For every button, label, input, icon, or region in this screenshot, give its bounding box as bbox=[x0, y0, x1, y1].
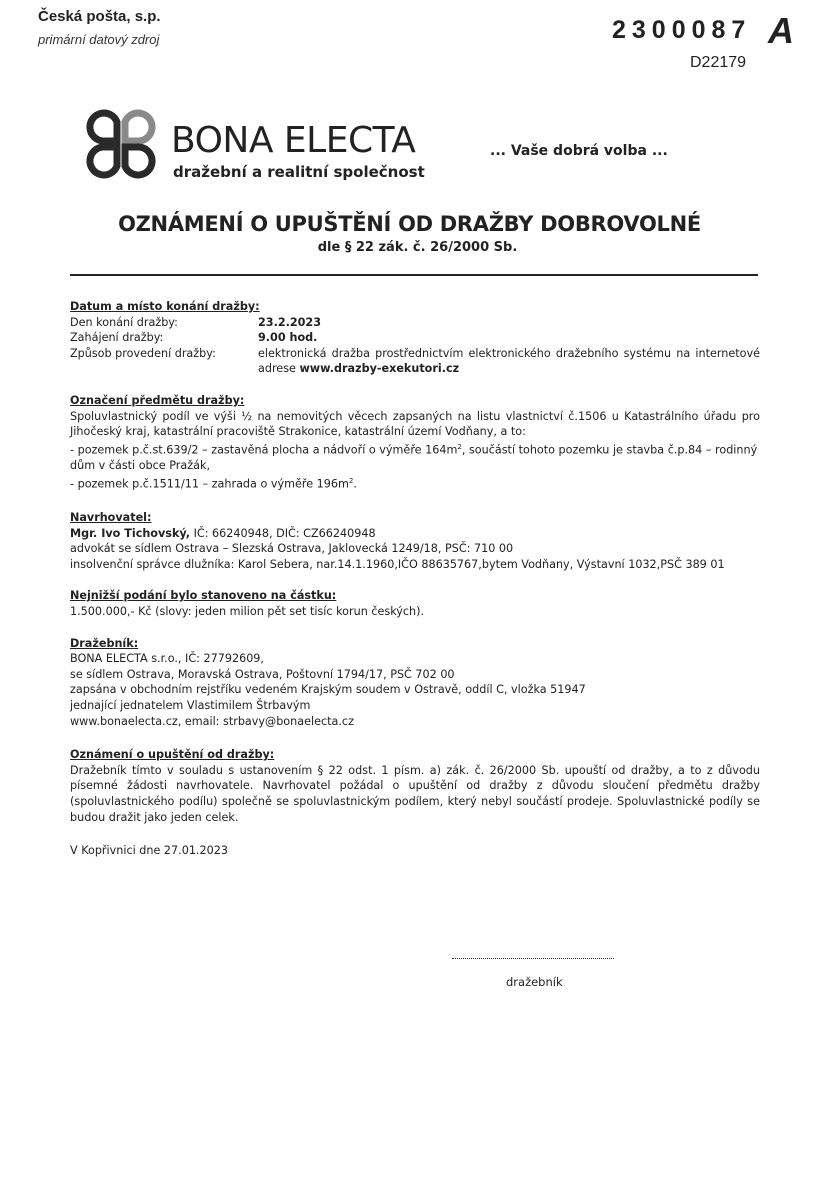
navrhovatel-insolvency: insolvenční správce dlužníka: Karol Sebera, nar.14.1.1960,IČO 88635767,bytem Vodňany, Výstavní 1032,PSČ 389 01 bbox=[70, 557, 725, 571]
info-row bbox=[70, 315, 760, 331]
auction-url: www.drazby-exekutori.cz bbox=[299, 362, 460, 376]
predmet-intro: Spoluvlastnický podíl ve výši ½ na nemovitých věcech zapsaných na listu vlastnictví č.1506 u Katastrálního úřadu pro Jihočeský kraj, katastrální pracoviště Strakonice, katastrální území Vodňany, a to: bbox=[70, 409, 760, 439]
signature-line bbox=[452, 958, 614, 959]
four-loop-clover-logo-icon bbox=[75, 104, 167, 184]
place-date: V Kopřivnici dne 27.01.2023 bbox=[70, 844, 228, 858]
section-oznameni bbox=[70, 747, 760, 825]
section-heading: Oznámení o upuštění od dražby: bbox=[70, 748, 275, 762]
row-value bbox=[258, 346, 760, 377]
drazebnik-line: www.bonaelecta.cz, email: strbavy@bonaelecta.cz bbox=[70, 714, 354, 728]
section-predmet bbox=[70, 393, 760, 492]
stamp-code: D22179 bbox=[690, 54, 747, 71]
row-value: 9.00 hod. bbox=[258, 331, 318, 345]
section-heading: Dražebník: bbox=[70, 636, 139, 650]
row-value: 23.2.2023 bbox=[258, 315, 321, 329]
superscript: 2 bbox=[457, 442, 462, 451]
podani-amount: 1.500.000,- Kč (slovy: jeden milion pět set tisíc korun českých). bbox=[70, 604, 425, 618]
document-subtitle: dle § 22 zák. č. 26/2000 Sb. bbox=[317, 240, 518, 255]
section-heading: Označení předmětu dražby: bbox=[70, 393, 245, 407]
document-title: OZNÁMENÍ O UPUŠTĚNÍ OD DRAŽBY DOBROVOLNÉ bbox=[118, 212, 701, 236]
navrhovatel-address: advokát se sídlem Ostrava – Slezská Ostrava, Jaklovecká 1249/18, PSČ: 710 00 bbox=[70, 542, 514, 556]
drazebnik-line: jednající jednatelem Vlastimilem Štrbavým bbox=[70, 698, 311, 712]
method-text: elektronická dražba prostřednictvím elektronického dražebního systému na internetové adrese bbox=[258, 346, 760, 376]
drazebnik-line: BONA ELECTA s.r.o., IČ: 27792609, bbox=[70, 652, 264, 666]
oznameni-text: Dražebník tímto v souladu s ustanovením § 22 odst. 1 písm. a) zák. č. 26/2000 Sb. upouští od dražby, a to z důvodu písemné žádosti navrhovatele. Navrhovatel požádal o upuštění od dražby z důvodu sloučení předmětu dražby (spoluvlastnického podílu) společně se spoluvlastnickým podílem, který nebyl součástí prodeje. Spoluvlastnické podíly se budou dražit jako jeden celek. bbox=[70, 763, 760, 824]
slogan: ... Vaše dobrá volba ... bbox=[490, 143, 668, 159]
superscript: 2 bbox=[348, 476, 354, 485]
section-navrhovatel bbox=[70, 510, 760, 572]
predmet-item-1 bbox=[70, 440, 760, 474]
section-heading: Datum a místo konání dražby: bbox=[70, 300, 260, 313]
row-label: Způsob provedení dražby: bbox=[70, 346, 216, 360]
item-text: - pozemek p.č.st.639/2 – zastavěná plocha a nádvoří o výměře 164m bbox=[70, 443, 458, 457]
item-text: . bbox=[353, 477, 357, 491]
predmet-item-2 bbox=[70, 474, 760, 492]
section-drazebnik bbox=[70, 636, 760, 730]
section-podani bbox=[70, 588, 760, 619]
item-text: , součástí tohoto pozemku je stavba č.p.84 – rodinný dům v části obce Pražák, bbox=[70, 443, 758, 473]
document-body bbox=[70, 299, 760, 859]
drazebnik-line: zapsána v obchodním rejstříku vedeném Krajským soudem v Ostravě, oddíl C, vložka 51947 bbox=[70, 683, 586, 697]
brand-subtitle: dražební a realitní společnost bbox=[173, 163, 425, 181]
section-heading: Navrhovatel: bbox=[70, 511, 152, 524]
drazebnik-line: se sídlem Ostrava, Moravská Ostrava, Poštovní 1794/17, PSČ 702 00 bbox=[70, 667, 455, 681]
navrhovatel-name-line bbox=[70, 526, 760, 542]
stamp-number: 2300087 bbox=[612, 16, 752, 44]
info-row bbox=[70, 346, 760, 377]
row-label: Zahájení dražby: bbox=[70, 331, 164, 345]
section-datum bbox=[70, 299, 760, 377]
info-row bbox=[70, 330, 760, 346]
post-name: Česká pošta, s.p. bbox=[38, 8, 161, 25]
section-heading: Nejnižší podání bylo stanoveno na částku: bbox=[70, 589, 337, 603]
post-source-label: primární datový zdroj bbox=[38, 32, 160, 47]
signature-label: dražebník bbox=[506, 975, 563, 989]
brand-name: BONA ELECTA bbox=[171, 120, 416, 161]
item-text: - pozemek p.č.1511/11 – zahrada o výměře 196m bbox=[70, 477, 349, 491]
header-divider bbox=[70, 274, 758, 276]
navrhovatel-name: Mgr. Ivo Tichovský, bbox=[70, 526, 191, 540]
row-label: Den konání dražby: bbox=[70, 315, 178, 329]
stamp-letter: A bbox=[768, 10, 794, 51]
navrhovatel-ids: IČ: 66240948, DIČ: CZ66240948 bbox=[190, 526, 376, 540]
